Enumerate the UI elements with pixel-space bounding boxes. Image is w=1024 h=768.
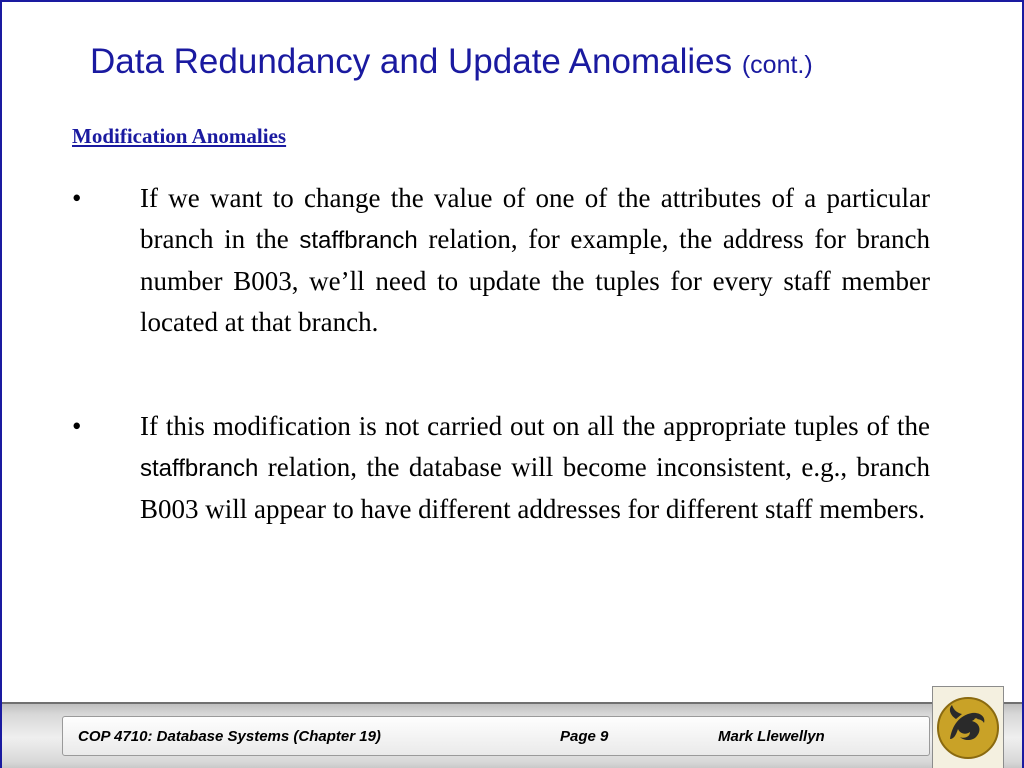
logo-frame [932,686,1004,768]
bullet-text-part: If this modification is not carried out on all the appropriate tuples of the [140,411,930,441]
section-heading: Modification Anomalies [72,124,287,148]
footer-page-number: Page 9 [560,728,609,745]
bullet-item [72,406,930,530]
bullet-item [72,178,930,343]
relation-name: staffbranch [140,455,259,482]
slide-title-text: Data Redundancy and Update Anomalies [90,42,733,81]
footer-author: Mark Llewellyn [718,728,825,745]
bullet-dot: • [72,183,82,213]
bullet-dot: • [72,411,82,441]
bullet-text [140,178,930,343]
footer-course: COP 4710: Database Systems (Chapter 19) [78,728,381,745]
slide-title-suffix: (cont.) [741,51,813,79]
relation-name: staffbranch [299,227,418,254]
bullet-text [140,406,930,530]
bullet-text-part: relation, for example, the address for branch number B003, we’ll need to update the tuples for every staff member located at that branch. [140,224,931,337]
bullet-text-part: relation, the database will become inconsistent, e.g., branch B003 will appear to have different addresses for different staff members. [140,452,931,524]
bullet-text-part: If we want to change the value of one of the attributes of a particular branch in the [140,183,930,254]
slide-title [90,42,990,82]
pegasus-logo-icon [936,695,1000,761]
